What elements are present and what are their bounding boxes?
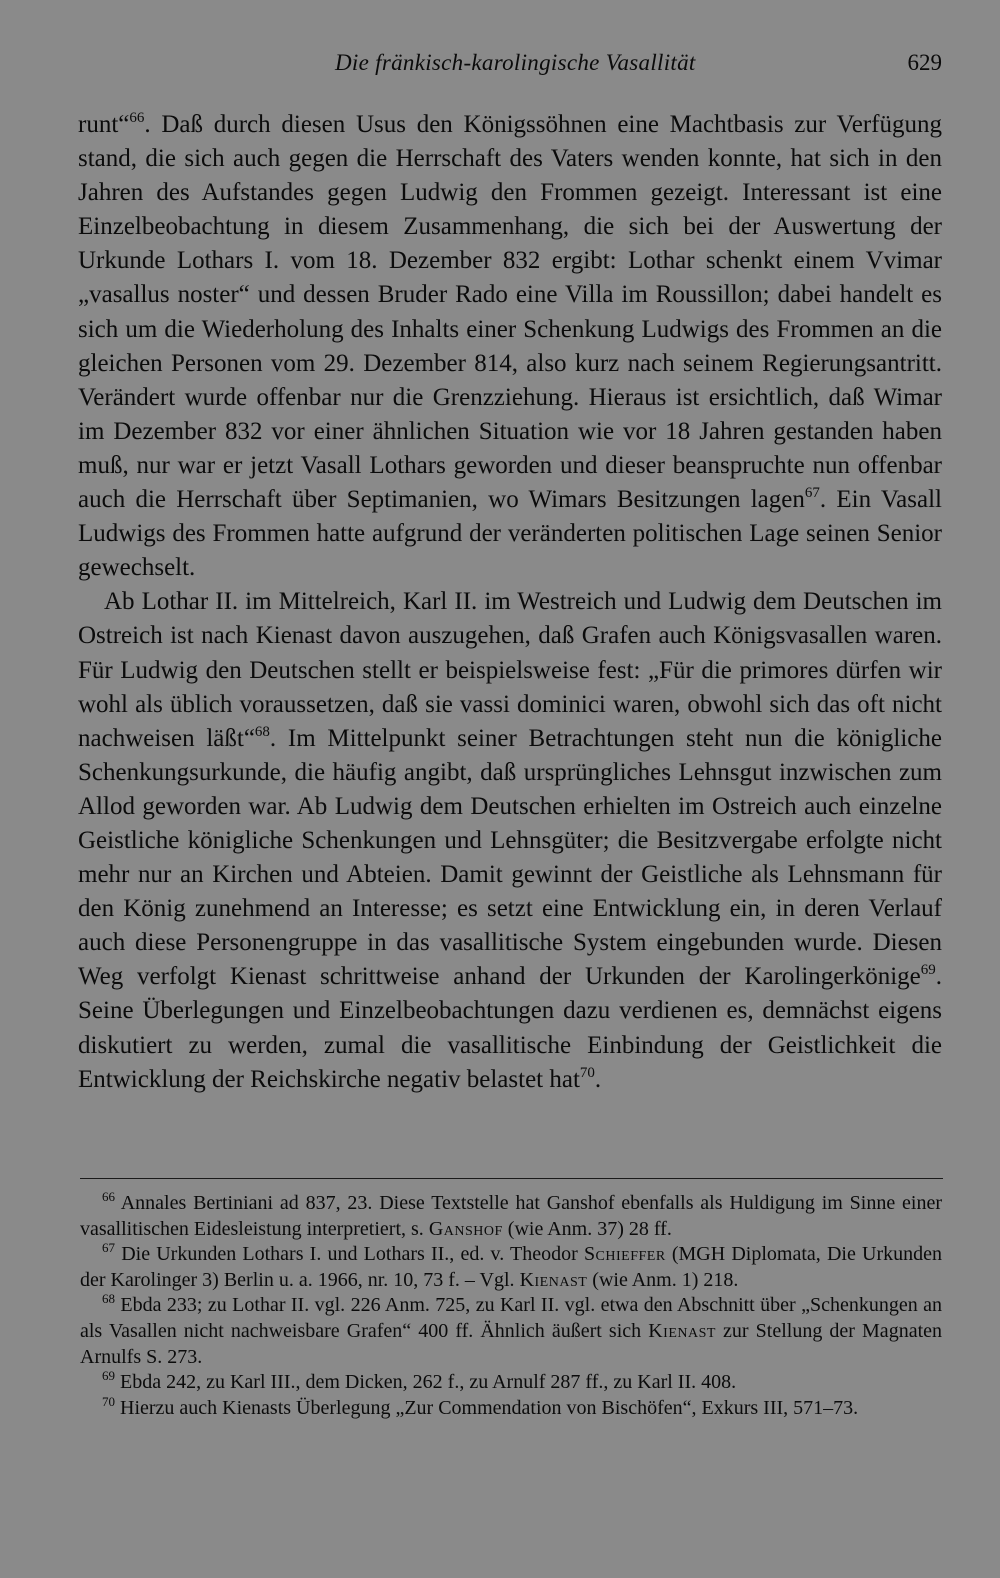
text-run: runt“ — [78, 111, 130, 138]
text-run: . Daß durch diesen Usus den Königssöhnen eine Machtbasis zur Verfügung stand, die sich auch gegen die Herrschaft des Vaters wenden konnte, hat sich in den Jahren des Aufstandes gegen Ludwig den Frommen gezeigt. Interessant ist eine Einzelbeobachtung in diesem Zusammenhang, die sich bei der Auswertung der Urkunde Lothars I. vom 18. Dezember 832 ergibt: Lothar schenkt einem Vvimar „vasallus noster“ und dessen Bruder Rado eine Villa im Roussillon; dabei handelt es sich um die Wiederholung des Inhalts einer Schenkung Ludwigs des Frommen an die gleichen Personen vom 29. Dezember 814, also kurz nach seinem Regierungsantritt. Verändert wurde offenbar nur die Grenzziehung. Hieraus ist ersichtlich, daß Wimar im Dezember 832 vor einer ähnlichen Situation wie vor 18 Jahren gestanden haben muß, nur war er jetzt Vasall Lothars geworden und dieser beanspruchte nun offenbar auch die Herrschaft über Septimanien, wo Wimars Besitzungen lagen — [78, 111, 942, 514]
footnote-text: Hierzu auch Kienasts Überlegung „Zur Commendation von Bischöfen“, Exkurs III, 571–73. — [120, 1396, 859, 1419]
footnote-ref-66: 66 — [129, 110, 145, 126]
footnote-number: 68 — [102, 1291, 115, 1307]
footnote-ref-68: 68 — [254, 723, 270, 740]
text-run: Ab Lothar II. im Mittelreich, Karl II. im Westreich und Ludwig dem Deutschen im Ostreich ist nach Kienast davon auszugehen, daß Grafen auch Königsvasallen waren. Für Ludwig den Deutschen stellt er beispielsweise fest: „Für die primores dürfen wir wohl als üblich voraussetzen, daß sie vassi dominici waren, obwohl sich das oft nicht nachweisen läßt“ — [78, 588, 942, 752]
footnote-number: 66 — [102, 1189, 115, 1204]
page-number: 629 — [907, 50, 942, 75]
main-text — [78, 108, 942, 1097]
footnote-text: (wie Anm. 1) 218. — [587, 1268, 739, 1291]
author-name: Ganshof — [428, 1217, 503, 1240]
text-run: . Seine Überlegungen und Einzelbeobachtungen dazu verdienen es, demnächst eigens diskutiert zu werden, zumal die vasallitische Einbindung der Geistlichkeit die Entwicklung der Reichskirche negativ belastet hat — [78, 963, 942, 1093]
footnote-text: (wie Anm. 37) 28 ff. — [502, 1217, 672, 1240]
footnote-number: 70 — [102, 1393, 115, 1409]
footnote-text: zur Stellung der Magnaten Arnulfs S. 273. — [80, 1319, 942, 1368]
footnote-ref-69: 69 — [920, 962, 936, 979]
footnote-ref-67: 67 — [804, 485, 820, 502]
footnote-68 — [80, 1293, 942, 1370]
footnote-text: (MGH Diplomata, Die Urkunden der Karolinger 3) Berlin u. a. 1966, nr. 10, 73 f. – Vgl. — [80, 1243, 942, 1291]
paragraph-1 — [78, 108, 942, 585]
text-run: . Im Mittelpunkt seiner Betrachtungen steht nun die königliche Schenkungsurkunde, die häufig angibt, daß ursprüngliches Lehnsgut inzwischen zum Allod geworden war. Ab Ludwig dem Deutschen erhielten im Ostreich auch einzelne Geistliche königliche Schenkungen und Lehnsgüter; die Besitzvergabe erfolgte nicht mehr nur an Kirchen und Abteien. Damit gewinnt der Geistliche als Lehnsmann für den König zunehmend an Interesse; es setzt eine Entwicklung ein, in deren Verlauf auch diese Personengruppe in das vasallitische System eingebunden wurde. Diesen Weg verfolgt Kienast schrittweise anhand der Urkunden der Karolingerkönige — [78, 724, 942, 991]
author-name: Kienast — [519, 1268, 588, 1291]
text-run: . Ein Vasall Ludwigs des Frommen hatte aufgrund der veränderten politischen Lage seinen Senior gewechselt. — [78, 486, 942, 582]
footnote-text: Ebda 233; zu Lothar II. vgl. 226 Anm. 725, zu Karl II. vgl. etwa den Abschnitt über „Schenkungen an als Vasallen nicht nachweisbare Grafen“ 400 ff. Ähnlich äußert sich — [80, 1294, 943, 1342]
page-header — [80, 50, 942, 86]
author-name: Schieffer — [583, 1243, 666, 1266]
footnote-69 — [80, 1370, 942, 1396]
footnote-66 — [80, 1191, 942, 1242]
footnote-number: 67 — [102, 1240, 115, 1256]
paragraph-2 — [78, 585, 942, 1096]
footnote-text: Die Urkunden Lothars I. und Lothars II., ed. v. Theodor — [121, 1243, 584, 1266]
footnote-text: Ebda 242, zu Karl III., dem Dicken, 262 f., zu Arnulf 287 ff., zu Karl II. 408. — [120, 1371, 737, 1394]
footnote-separator — [80, 1178, 943, 1179]
footnotes — [80, 1191, 942, 1421]
text-run: . — [594, 1065, 602, 1093]
running-title: Die fränkisch-karolingische Vasallität — [335, 50, 696, 75]
footnote-ref-70: 70 — [579, 1064, 595, 1081]
footnote-number: 69 — [102, 1368, 115, 1384]
author-name: Kienast — [648, 1319, 716, 1342]
footnote-text: Annales Bertiniani ad 837, 23. Diese Textstelle hat Ganshof ebenfalls als Huldigung im Sinne einer vasallitischen Eidesleistung interpretiert, s. — [80, 1192, 942, 1240]
footnote-70 — [80, 1393, 942, 1422]
footnote-67 — [80, 1242, 942, 1293]
